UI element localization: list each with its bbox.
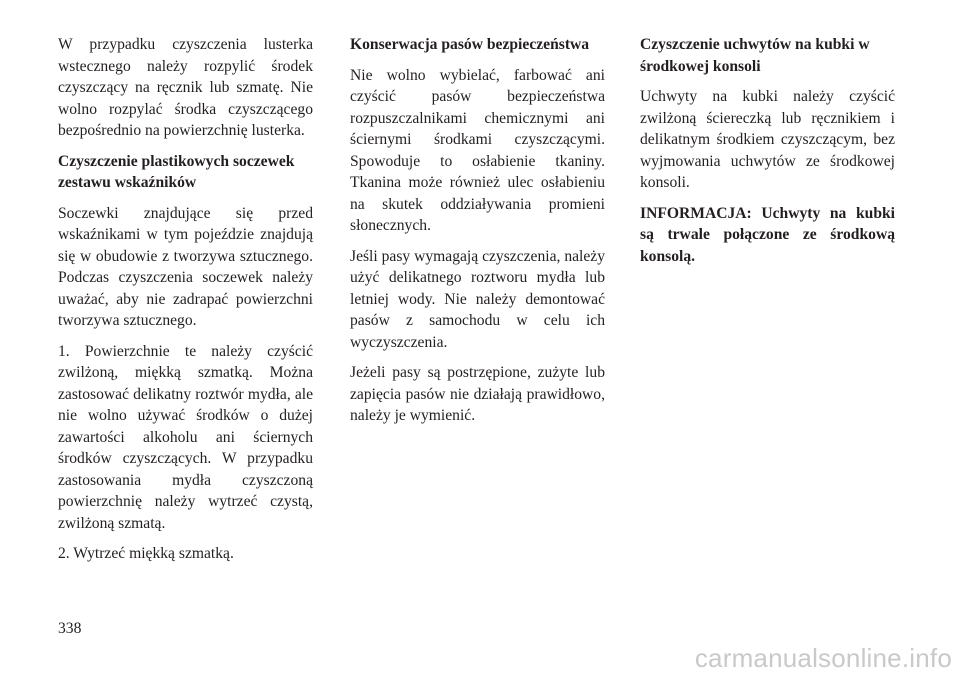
paragraph-seat-belt-replacement: Jeżeli pasy są postrzępione, zużyte lub zapięcia pasów nie działają prawidłowo, należy je wymienić.	[350, 364, 605, 424]
text-column-3	[640, 34, 895, 276]
paragraph-seat-belt-chemicals: Nie wolno wybielać, farbować ani czyścić pasów bezpieczeństwa rozpuszczalnikami chemicznymi ani ściernymi środkami czyszczącymi. Spowoduje to osłabienie tkaniny. Tkanina może również ulec osłabieniu na skutek oddziaływania promieni słonecznych.	[350, 66, 605, 234]
paragraph-mirror-cleaning: W przypadku czyszczenia lusterka wstecznego należy rozpylić środek czyszczący na ręcznik lub szmatę. Nie wolno rozpylać środka czyszczącego bezpośrednio na powierzchnię lusterka.	[58, 36, 313, 139]
step-1: 1. Powierzchnie te należy czyścić zwilżoną, miękką szmatką. Można zastosować delikatny roztwór mydła, ale nie wolno używać środków o dużej zawartości alkoholu ani ściernych środków czyszczących. W przypadku zastosowania mydła czyszczoną powierzchnię należy wytrzeć czystą, zwilżoną szmatą.	[58, 342, 313, 532]
paragraph-seat-belt-washing: Jeśli pasy wymagają czyszczenia, należy użyć delikatnego roztworu mydła lub letniej wody. Nie należy demontować pasów z samochodu w celu ich wyczyszczenia.	[350, 247, 606, 351]
step-2: 2. Wytrzeć miękką szmatką.	[58, 545, 234, 562]
text-column-2	[350, 34, 605, 436]
heading-instrument-lens-cleaning: Czyszczenie plastikowych soczewek zestawu wskaźników	[58, 152, 295, 191]
paragraph-cup-holder-cleaning: Uchwyty na kubki należy czyścić zwilżoną ściereczką lub ręcznikiem i delikatnym środkiem czyszczącym, bez wyjmowania uchwytów ze środkowej konsoli.	[640, 88, 895, 191]
watermark: carmanualsonline.info	[694, 643, 952, 673]
heading-cup-holder-cleaning: Czyszczenie uchwytów na kubki w środkowej konsoli	[640, 36, 870, 75]
page-number: 338	[58, 620, 82, 637]
paragraph-instrument-lenses: Soczewki znajdujące się przed wskaźnikami w tym pojeździe znajdują się w obudowie z tworzywa sztucznego. Podczas czyszczenia soczewek należy uważać, aby nie zadrapać powierzchni tworzywa sztucznego.	[58, 204, 313, 329]
note-cup-holders: INFORMACJA: Uchwyty na kubki są trwale połączone ze środkową konsolą.	[640, 204, 895, 265]
text-column-1	[58, 34, 313, 574]
heading-seat-belt-care: Konserwacja pasów bezpieczeństwa	[350, 36, 590, 53]
